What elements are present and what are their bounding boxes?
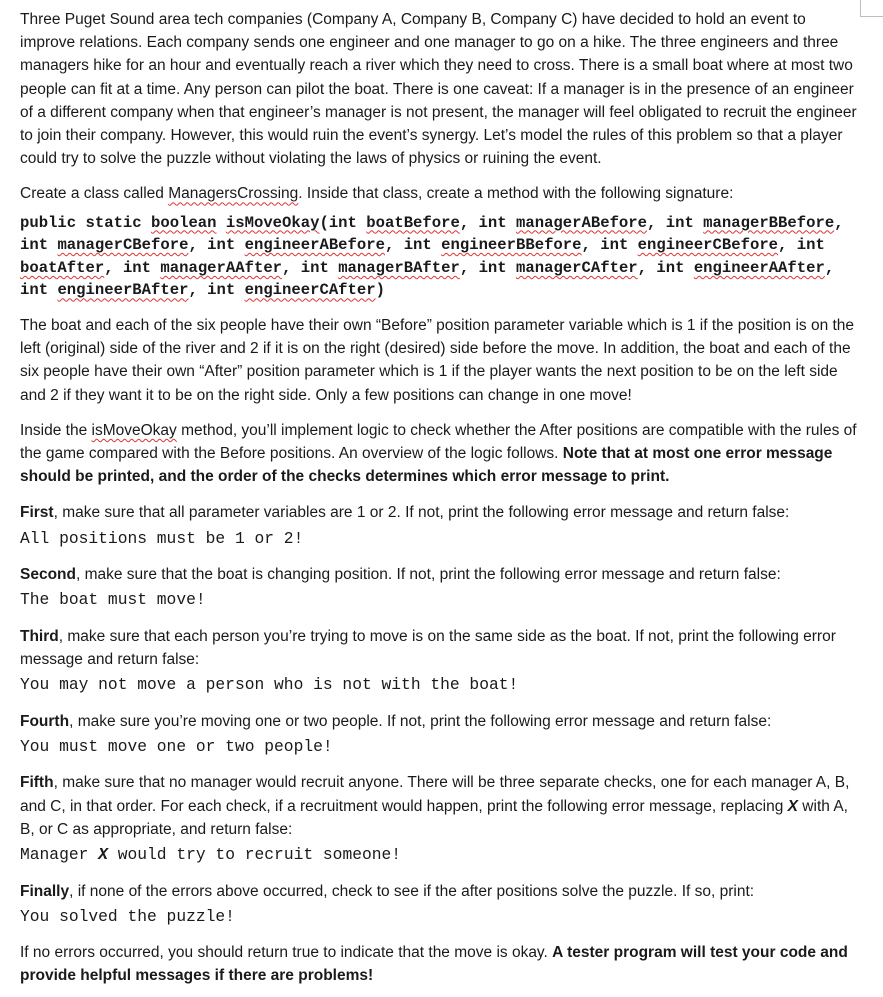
create-text: Create a class called — [20, 185, 169, 203]
success-message-code: You solved the puzzle! — [20, 906, 235, 926]
error-message-code: The boat must move! — [20, 590, 206, 610]
step-fourth: Fourth, make sure you’re moving one or two people. If not, print the following error message and return false: You must move one or two people! — [20, 710, 862, 759]
method-name: isMoveOkay — [91, 421, 177, 439]
step-third: Third, make sure that each person you’re trying to move is on the same side as the boat. If not, print the following error message and return false: You may not move a person who is not with the boat! — [20, 625, 862, 697]
error-message-code: All positions must be 1 or 2! — [20, 528, 304, 548]
closing-paragraph: If no errors occurred, you should return true to indicate that the move is okay. A tester program will test your code and provide helpful messages if there are problems! — [20, 944, 848, 985]
document-page — [20, 8, 862, 988]
intro-paragraph: Three Puget Sound area tech companies (Company A, Company B, Company C) have decided to hold an event to improve relations. Each company sends one engineer and one manager to go on a hike. The three engineers and three managers hike for an hour and eventually reach a river which they need to cross. There is a small boat where at most two people can fit at a time. Any person can pilot the boat. There is one caveat: If a manager is in the presence of an engineer of a different company when that engineer’s manager is not present, the manager will feel obligated to recruit the engineer to join their company. However, this would ruin the event’s synergy. Let’s model the rules of this problem so that a player could try to solve the puzzle without violating the laws of physics or ruining the event. — [20, 11, 857, 168]
positions-paragraph: The boat and each of the six people have their own “Before” position parameter variable which is 1 if the position is on the left (original) side of the river and 2 if it is on the right (desired) side before the move. In addition, the boat and each of the six people have their own “After” position parameter which is 1 if the player wants the next position to be on the left side and 2 if they want it to be on the right side. Only a few positions can change in one move! — [20, 317, 855, 404]
step-fifth: Fifth, make sure that no manager would recruit anyone. There will be three separate checks, one for each manager A, B, and C, in that order. For each check, if a recruitment would happen, print the following error message, replacing X with A, B, or C as appropriate, and return false: Manager X would try to recruit someone! — [20, 771, 862, 866]
step-second: Second, make sure that the boat is changing position. If not, print the following error message and return false: The boat must move! — [20, 563, 862, 612]
error-message-code: You may not move a person who is not with the boat! — [20, 675, 519, 695]
step-first: First, make sure that all parameter variables are 1 or 2. If not, print the following error message and return false: All positions must be 1 or 2! — [20, 501, 862, 550]
error-message-code: You must move one or two people! — [20, 736, 333, 756]
error-message-code: Manager X would try to recruit someone! — [20, 845, 402, 865]
create-class-paragraph — [20, 182, 862, 205]
inside-method-paragraph: Inside the isMoveOkay method, you’ll implement logic to check whether the After positions are compatible with the rules of the game compared with the Before positions. An overview of the logic follows. Note that at most one error message should be printed, and the order of the checks determines which error message to print. — [20, 421, 857, 486]
create-text-end: . Inside that class, create a method with the following signature: — [298, 185, 734, 203]
step-finally: Finally, if none of the errors above occurred, check to see if the after positions solve the puzzle. If so, print: You solved the puzzle! — [20, 880, 862, 929]
method-signature: public static boolean isMoveOkay(int boatBefore, int managerABefore, int managerBBefore, int managerCBefore, int engineerABefore, int engineerBBefore, int engineerCBefore, int boatAfter, int managerAAfter, int managerBAfter, int managerCAfter, int engineerAAfter, int engineerBAfter, int engineerCAfter) — [20, 213, 844, 300]
class-name: ManagersCrossing — [168, 185, 299, 203]
page-corner-mark — [860, 0, 883, 17]
note-bold: Note that at most one error message should be printed, and the order of the checks determines which error message to print. — [20, 445, 833, 486]
